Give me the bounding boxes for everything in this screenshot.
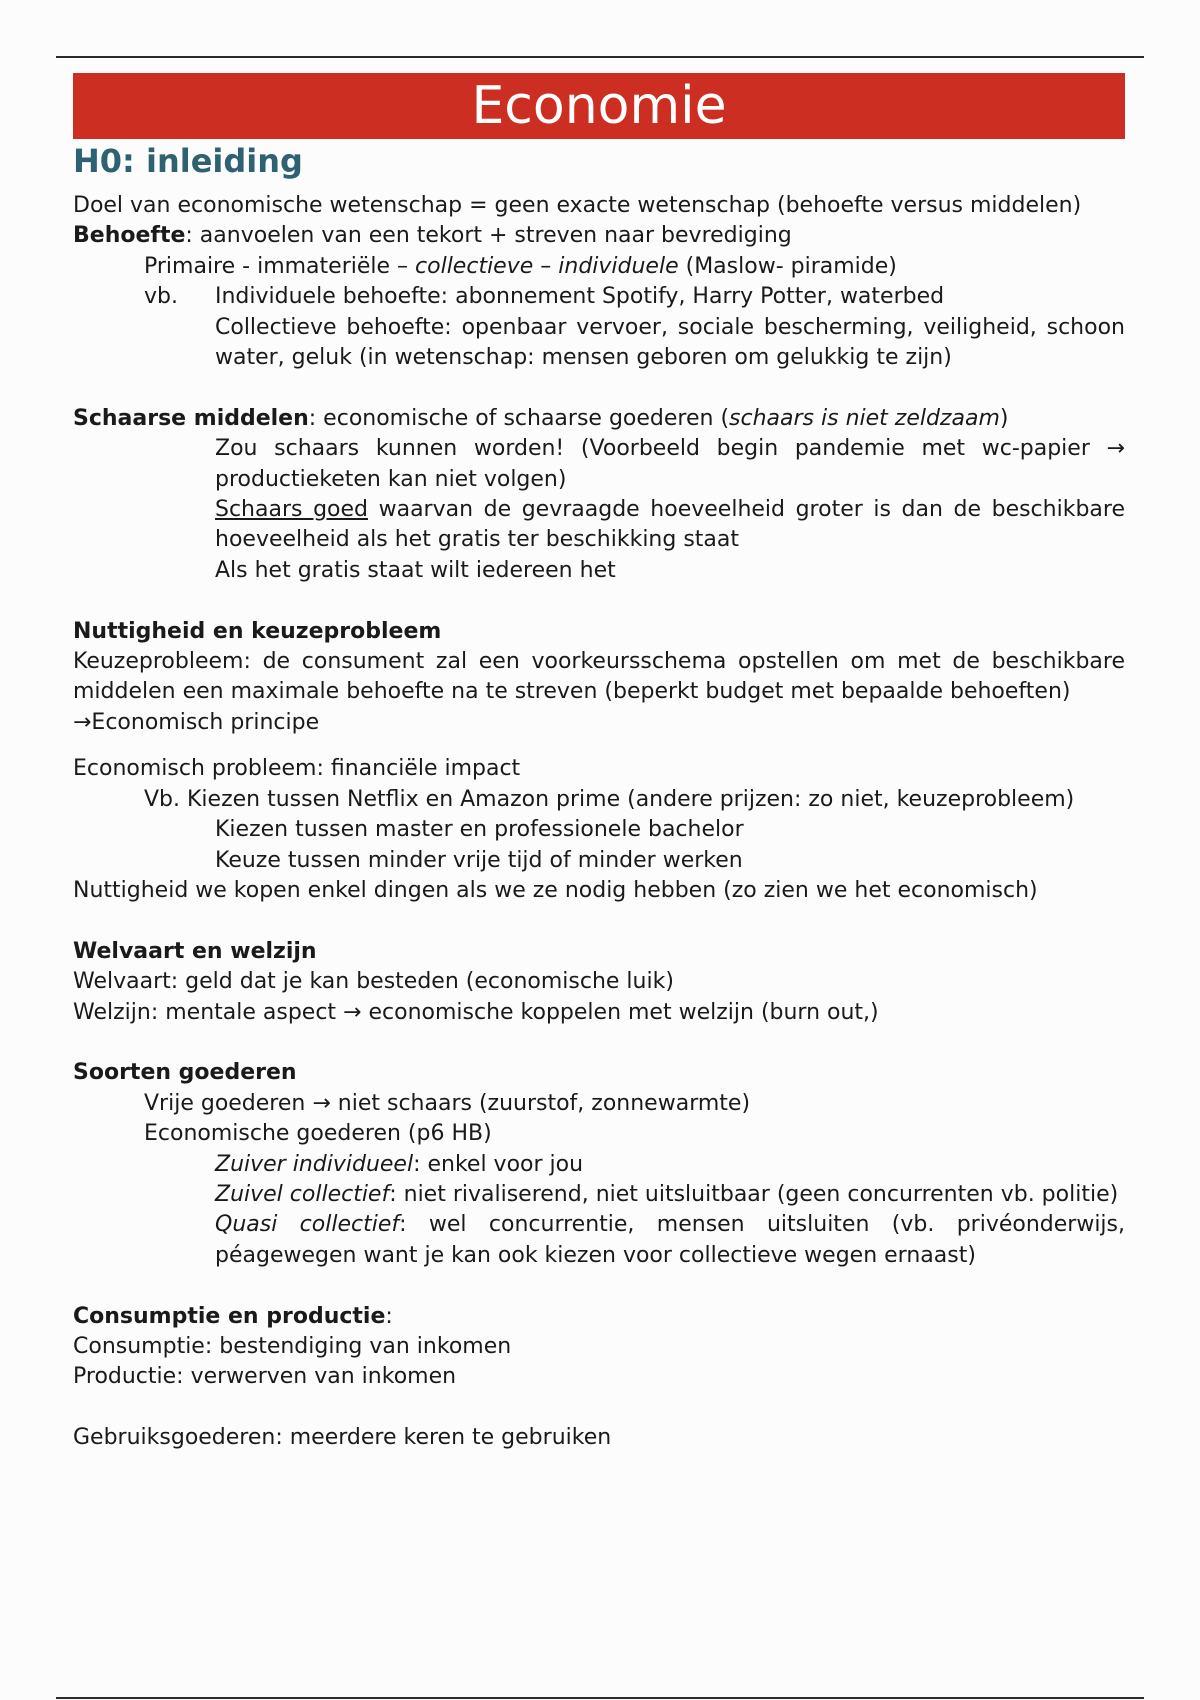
title-banner: Economie: [73, 73, 1125, 139]
zuivel-collectief: [73, 1180, 1125, 1210]
consumptie-heading-text: Consumptie en productie: [73, 1303, 386, 1329]
soorten-heading-text: Soorten goederen: [73, 1060, 297, 1086]
top-rule: [56, 56, 1144, 58]
types-b: collectieve – individuele: [415, 253, 679, 279]
consumptie-colon: :: [385, 1303, 393, 1329]
probleem-example-3: Keuze tussen minder vrije tijd of minder werken: [215, 847, 743, 873]
section-heading-h0: H0: inleiding: [73, 142, 303, 180]
welvaart-heading-text: Welvaart en welzijn: [73, 938, 317, 964]
behoefte-term: Behoefte: [73, 223, 186, 249]
nuttigheid-heading: [73, 617, 1125, 647]
probleem-example-2: Kiezen tussen master en professionele bachelor: [215, 817, 744, 843]
consumptie-heading: [73, 1302, 1125, 1332]
schaarse-line3: Als het gratis staat wilt iedereen het: [215, 557, 616, 583]
welzijn-line: Welzijn: mentale aspect → economische koppelen met welzijn (burn out,): [73, 999, 879, 1025]
schaarse-definition: [73, 404, 1125, 434]
soorten-heading: [73, 1058, 1125, 1088]
schaarse-def-b: schaars is niet zeldzaam: [729, 405, 1000, 431]
schaarse-line1: Zou schaars kunnen worden! (Voorbeeld begin pandemie met wc-papier → productieketen kan niet volgen): [215, 436, 1125, 492]
document-body: [73, 191, 1125, 1454]
schaars-goed-term: Schaars goed: [215, 497, 368, 523]
economische-goederen: Economische goederen (p6 HB): [144, 1121, 492, 1147]
schaarse-term: Schaarse middelen: [73, 405, 309, 431]
behoefte-examples: [73, 282, 1125, 373]
schaarse-def-c: ): [999, 405, 1009, 431]
zi-def: : enkel voor jou: [413, 1151, 584, 1177]
economisch-probleem: Economisch probleem: financiële impact: [73, 756, 521, 782]
productie-line: Productie: verwerven van inkomen: [73, 1364, 457, 1390]
vb-label: vb.: [144, 284, 178, 310]
document-page: [73, 73, 1125, 1454]
bottom-rule: [56, 1697, 1144, 1699]
doel-paragraph: Doel van economische wetenschap = geen exacte wetenschap (behoefte versus middelen): [73, 193, 1082, 218]
qc-def: : wel concurrentie, mensen uitsluiten (vb. privéonderwijs, péagewegen want je kan ook kiezen voor collectieve wegen ernaast): [215, 1212, 1126, 1268]
nuttigheid-heading-text: Nuttigheid en keuzeprobleem: [73, 618, 442, 644]
welvaart-heading: [73, 937, 1125, 967]
individual-example: Individuele behoefte: abonnement Spotify, Harry Potter, waterbed: [215, 284, 945, 310]
probleem-example-1: Vb. Kiezen tussen Netflix en Amazon prime (andere prijzen: zo niet, keuzeprobleem): [144, 786, 1075, 812]
vrije-goederen: Vrije goederen → niet schaars (zuurstof, zonnewarmte): [144, 1090, 751, 1116]
qc-term: Quasi collectief: [215, 1212, 400, 1238]
types-c: (Maslow- piramide): [678, 253, 897, 279]
collective-example: Collectieve behoefte: openbaar vervoer, sociale bescherming, veiligheid, schoon water, geluk (in wetenschap: mensen geboren om gelukkig te zijn): [215, 314, 1125, 371]
consumptie-line: Consumptie: bestendiging van inkomen: [73, 1333, 512, 1359]
behoefte-def: : aanvoelen van een tekort + streven naar bevrediging: [185, 223, 792, 249]
schaars-goed-definition: [73, 495, 1125, 556]
behoefte-definition: [73, 221, 1125, 251]
quasi-collectief: [73, 1210, 1125, 1271]
zuiver-individueel: [73, 1150, 1125, 1180]
economisch-principe: →Economisch principe: [73, 709, 320, 735]
zc-def: : niet rivaliserend, niet uitsluitbaar (geen concurrenten vb. politie): [389, 1181, 1119, 1207]
gebruiksgoederen-line: Gebruiksgoederen: meerdere keren te gebruiken: [73, 1425, 612, 1451]
types-a: Primaire - immateriële –: [144, 253, 416, 279]
schaars-goed-def: waarvan de gevraagde hoeveelheid groter is dan de beschikbare hoeveelheid als het gratis ter beschikking staat: [215, 497, 1125, 553]
zc-term: Zuivel collectief: [215, 1181, 390, 1207]
welvaart-line: Welvaart: geld dat je kan besteden (economische luik): [73, 969, 674, 995]
zi-term: Zuiver individueel: [215, 1151, 414, 1177]
schaarse-def-a: : economische of schaarse goederen (: [308, 405, 730, 431]
keuzeprobleem-paragraph: Keuzeprobleem: de consument zal een voorkeursschema opstellen om met de beschikbare middelen een maximale behoefte na te streven (beperkt budget met bepaalde behoeften): [73, 649, 1125, 705]
behoefte-types: [73, 252, 1125, 282]
nuttigheid-paragraph: Nuttigheid we kopen enkel dingen als we ze nodig hebben (zo zien we het economisch): [73, 877, 1038, 903]
